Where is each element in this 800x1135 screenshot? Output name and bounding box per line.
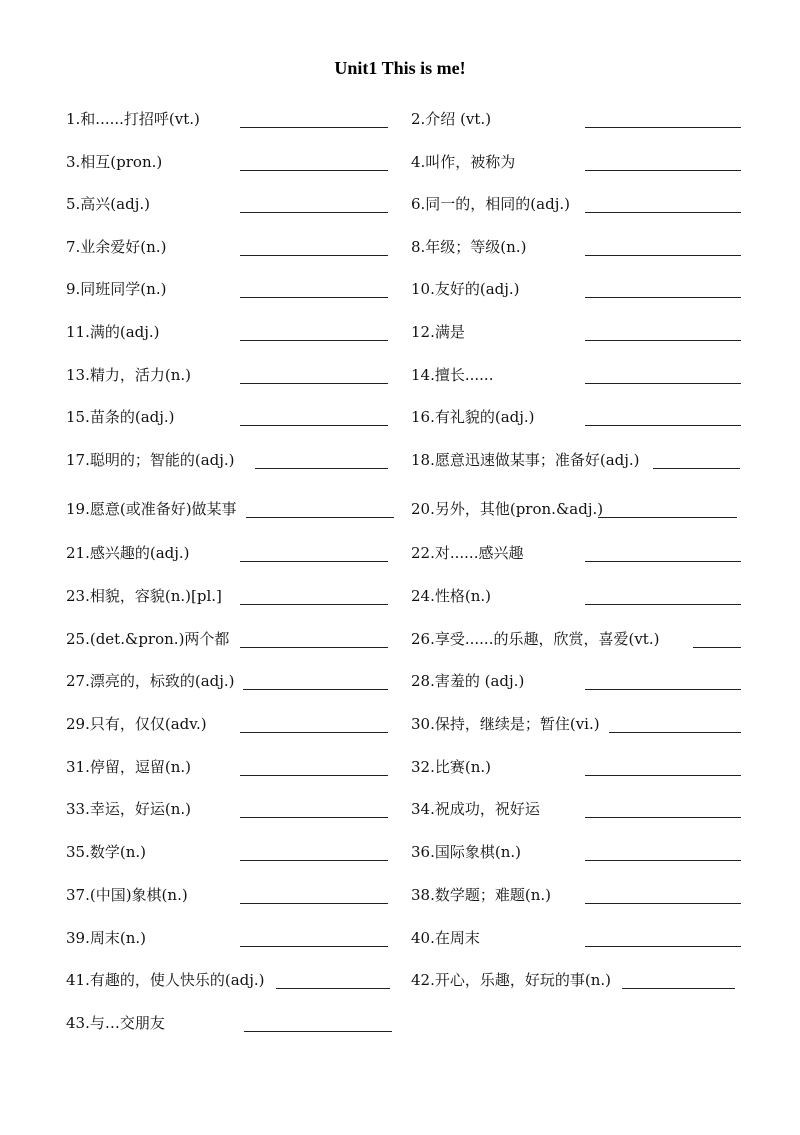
answer-blank[interactable] — [585, 689, 741, 690]
vocab-prompt: 30.保持，继续是；暂住(vi.) — [411, 715, 600, 733]
vocab-item — [66, 232, 398, 262]
vocab-item — [66, 923, 398, 953]
vocab-prompt: 21.感兴趣的(adj.) — [66, 544, 190, 562]
answer-blank[interactable] — [609, 732, 741, 733]
answer-blank[interactable] — [243, 689, 388, 690]
vocab-item — [411, 794, 751, 824]
answer-blank[interactable] — [240, 732, 388, 733]
vocab-item — [411, 923, 751, 953]
vocab-item — [411, 880, 751, 910]
vocab-prompt: 10.友好的(adj.) — [411, 280, 520, 298]
vocab-item — [411, 965, 751, 995]
vocab-item — [411, 538, 751, 568]
vocab-item — [411, 402, 751, 432]
vocab-item — [411, 581, 751, 611]
answer-blank[interactable] — [693, 647, 741, 648]
vocab-item — [411, 445, 751, 475]
vocab-prompt: 7.业余爱好(n.) — [66, 238, 167, 256]
vocab-prompt: 9.同班同学(n.) — [66, 280, 167, 298]
vocab-item — [66, 189, 398, 219]
vocab-prompt: 6.同一的，相同的(adj.) — [411, 195, 570, 213]
vocab-prompt: 24.性格(n.) — [411, 587, 491, 605]
vocab-item — [411, 317, 751, 347]
answer-blank[interactable] — [240, 170, 388, 171]
vocab-prompt: 28.害羞的 (adj.) — [411, 672, 525, 690]
vocab-prompt: 37.(中国)象棋(n.) — [66, 886, 188, 904]
answer-blank[interactable] — [240, 561, 388, 562]
answer-blank[interactable] — [585, 561, 741, 562]
answer-blank[interactable] — [585, 775, 741, 776]
vocab-item — [411, 189, 751, 219]
vocab-prompt: 32.比赛(n.) — [411, 758, 491, 776]
vocab-item — [66, 274, 398, 304]
vocab-prompt: 41.有趣的，使人快乐的(adj.) — [66, 971, 265, 989]
vocab-item — [66, 445, 398, 475]
vocab-prompt: 33.幸运，好运(n.) — [66, 800, 191, 818]
vocab-prompt: 19.愿意(或准备好)做某事 — [66, 500, 237, 518]
vocab-item — [66, 794, 398, 824]
answer-blank[interactable] — [244, 1031, 392, 1032]
vocab-prompt: 43.与…交朋友 — [66, 1014, 165, 1032]
vocab-item — [66, 147, 398, 177]
worksheet-title: Unit1 This is me! — [334, 58, 466, 78]
vocab-item — [66, 1008, 398, 1038]
vocab-prompt: 12.满是 — [411, 323, 465, 341]
vocab-item — [66, 880, 398, 910]
vocab-item — [66, 624, 398, 654]
vocab-item — [411, 494, 751, 524]
answer-blank[interactable] — [585, 255, 741, 256]
answer-blank[interactable] — [240, 340, 388, 341]
vocab-item — [411, 624, 751, 654]
vocab-prompt: 40.在周末 — [411, 929, 480, 947]
vocab-prompt: 18.愿意迅速做某事；准备好(adj.) — [411, 451, 640, 469]
vocab-item — [66, 402, 398, 432]
answer-blank[interactable] — [585, 297, 741, 298]
vocab-item — [411, 104, 751, 134]
vocab-prompt: 42.开心，乐趣，好玩的事(n.) — [411, 971, 611, 989]
vocab-item — [411, 752, 751, 782]
vocab-prompt: 29.只有，仅仅(adv.) — [66, 715, 207, 733]
vocab-prompt: 31.停留，逗留(n.) — [66, 758, 191, 776]
answer-blank[interactable] — [585, 604, 741, 605]
answer-blank[interactable] — [585, 946, 741, 947]
vocab-item — [411, 360, 751, 390]
vocab-item — [66, 538, 398, 568]
vocab-prompt: 13.精力，活力(n.) — [66, 366, 191, 384]
answer-blank[interactable] — [585, 212, 741, 213]
vocab-prompt: 35.数学(n.) — [66, 843, 146, 861]
answer-blank[interactable] — [255, 468, 388, 469]
vocab-item — [66, 965, 398, 995]
vocab-prompt: 25.(det.&pron.)两个都 — [66, 630, 230, 648]
vocab-prompt: 2.介绍 (vt.) — [411, 110, 492, 128]
vocab-item — [66, 752, 398, 782]
answer-blank[interactable] — [240, 860, 388, 861]
vocab-item — [66, 104, 398, 134]
answer-blank[interactable] — [585, 170, 741, 171]
vocab-prompt: 5.高兴(adj.) — [66, 195, 150, 213]
vocab-prompt: 39.周末(n.) — [66, 929, 146, 947]
vocab-prompt: 22.对......感兴趣 — [411, 544, 524, 562]
vocab-item — [66, 666, 398, 696]
answer-blank[interactable] — [246, 517, 394, 518]
vocab-prompt: 11.满的(adj.) — [66, 323, 160, 341]
answer-blank[interactable] — [240, 425, 388, 426]
vocab-item — [66, 709, 398, 739]
vocab-item — [66, 494, 398, 524]
vocab-prompt: 8.年级；等级(n.) — [411, 238, 527, 256]
answer-blank[interactable] — [585, 425, 741, 426]
answer-blank[interactable] — [240, 775, 388, 776]
vocab-prompt: 16.有礼貌的(adj.) — [411, 408, 535, 426]
answer-blank[interactable] — [585, 383, 741, 384]
vocab-item — [411, 232, 751, 262]
answer-blank[interactable] — [653, 468, 740, 469]
answer-blank[interactable] — [276, 988, 390, 989]
answer-blank[interactable] — [585, 903, 741, 904]
answer-blank[interactable] — [240, 604, 388, 605]
answer-blank[interactable] — [585, 860, 741, 861]
vocab-item — [411, 709, 751, 739]
answer-blank[interactable] — [240, 255, 388, 256]
answer-blank[interactable] — [240, 817, 388, 818]
vocab-item — [411, 147, 751, 177]
vocab-prompt: 38.数学题；难题(n.) — [411, 886, 551, 904]
answer-blank[interactable] — [598, 517, 737, 518]
vocab-prompt: 15.苗条的(adj.) — [66, 408, 175, 426]
vocab-item — [411, 837, 751, 867]
vocab-prompt: 26.享受......的乐趣，欣赏，喜爱(vt.) — [411, 630, 660, 648]
answer-blank[interactable] — [240, 383, 388, 384]
answer-blank[interactable] — [240, 212, 388, 213]
vocab-item — [66, 360, 398, 390]
answer-blank[interactable] — [240, 647, 388, 648]
vocab-item — [66, 837, 398, 867]
answer-blank[interactable] — [240, 903, 388, 904]
vocab-prompt: 17.聪明的；智能的(adj.) — [66, 451, 235, 469]
answer-blank[interactable] — [240, 946, 388, 947]
vocab-item — [66, 317, 398, 347]
vocab-prompt: 36.国际象棋(n.) — [411, 843, 521, 861]
vocab-prompt: 3.相互(pron.) — [66, 153, 163, 171]
vocab-item — [66, 581, 398, 611]
vocab-item — [411, 274, 751, 304]
vocab-prompt: 23.相貌，容貌(n.)[pl.] — [66, 587, 222, 605]
answer-blank[interactable] — [622, 988, 735, 989]
answer-blank[interactable] — [585, 127, 741, 128]
vocab-prompt: 1.和......打招呼(vt.) — [66, 110, 200, 128]
answer-blank[interactable] — [240, 127, 388, 128]
answer-blank[interactable] — [240, 297, 388, 298]
vocab-prompt: 20.另外，其他(pron.&adj.) — [411, 500, 604, 518]
vocab-prompt: 4.叫作，被称为 — [411, 153, 516, 171]
vocab-prompt: 27.漂亮的，标致的(adj.) — [66, 672, 235, 690]
vocab-item — [411, 666, 751, 696]
vocab-prompt: 34.祝成功，祝好运 — [411, 800, 540, 818]
answer-blank[interactable] — [585, 817, 741, 818]
answer-blank[interactable] — [585, 340, 741, 341]
vocab-prompt: 14.擅长...... — [411, 366, 494, 384]
